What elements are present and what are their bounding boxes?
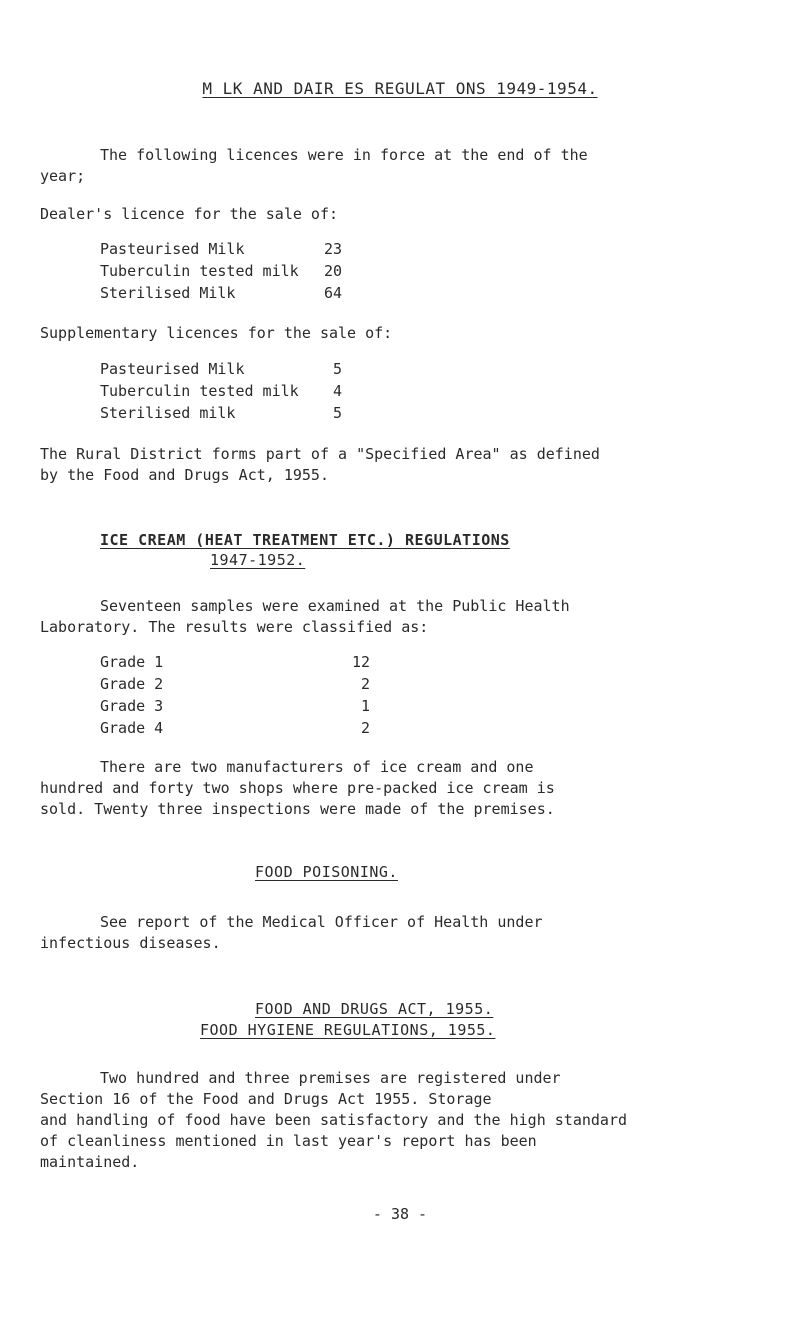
item-value: 5 <box>332 404 342 422</box>
item-label: Tuberculin tested milk <box>100 262 299 280</box>
grade-label: Grade 3 <box>100 697 164 715</box>
item-label: Pasteurised Milk <box>100 360 245 378</box>
ice-cream-heading: ICE CREAM (HEAT TREATMENT ETC.) REGULATIONS <box>100 531 510 549</box>
item-label: Sterilised Milk <box>100 284 236 302</box>
table-row <box>100 651 370 673</box>
ice-cream-samples-line2: Laboratory. The results were classified as: <box>40 618 429 636</box>
ice-cream-grades-table <box>100 651 370 739</box>
table-row <box>100 402 342 424</box>
table-row <box>100 238 342 260</box>
food-poisoning-line1: See report of the Medical Officer of Health under <box>100 913 543 931</box>
item-label: Sterilised milk <box>100 404 236 422</box>
table-row <box>100 282 342 304</box>
food-drugs-line2: Section 16 of the Food and Drugs Act 1955. Storage <box>40 1090 492 1108</box>
ice-cream-para-line3: sold. Twenty three inspections were made of the premises. <box>40 800 555 818</box>
item-value: 20 <box>323 262 342 280</box>
rural-district-line1: The Rural District forms part of a "Specified Area" as defined <box>40 445 600 463</box>
ice-cream-para-line1: There are two manufacturers of ice cream and one <box>100 758 534 776</box>
table-row <box>100 380 342 402</box>
food-drugs-line5: maintained. <box>40 1153 140 1171</box>
food-drugs-line1: Two hundred and three premises are registered under <box>100 1069 561 1087</box>
food-poisoning-heading: FOOD POISONING. <box>255 863 398 881</box>
supplementary-licence-heading: Supplementary licences for the sale of: <box>40 324 393 342</box>
grade-value: 2 <box>360 675 370 693</box>
item-value: 64 <box>323 284 342 302</box>
food-drugs-act-heading: FOOD AND DRUGS ACT, 1955. <box>255 1000 494 1018</box>
ice-cream-para-line2: hundred and forty two shops where pre-packed ice cream is <box>40 779 555 797</box>
licences-intro-line2: year; <box>40 167 86 185</box>
grade-value: 2 <box>360 719 370 737</box>
licences-intro-line1: The following licences were in force at the end of the <box>100 146 588 164</box>
grade-label: Grade 4 <box>100 719 164 737</box>
ice-cream-heading-years: 1947-1952. <box>210 551 306 569</box>
page-number: - 38 - <box>372 1205 428 1223</box>
dealer-licence-table <box>100 238 342 304</box>
food-drugs-line4: of cleanliness mentioned in last year's report has been <box>40 1132 537 1150</box>
table-row <box>100 673 370 695</box>
grade-value: 1 <box>360 697 370 715</box>
grade-label: Grade 1 <box>100 653 164 671</box>
food-hygiene-heading: FOOD HYGIENE REGULATIONS, 1955. <box>200 1021 496 1039</box>
food-drugs-line3: and handling of food have been satisfactory and the high standard <box>40 1111 627 1129</box>
rural-district-line2: by the Food and Drugs Act, 1955. <box>40 466 329 484</box>
food-poisoning-line2: infectious diseases. <box>40 934 221 952</box>
item-value: 4 <box>332 382 342 400</box>
item-value: 23 <box>323 240 342 258</box>
table-row <box>100 695 370 717</box>
dealer-licence-heading: Dealer's licence for the sale of: <box>40 205 339 223</box>
table-row <box>100 358 342 380</box>
item-label: Pasteurised Milk <box>100 240 245 258</box>
supplementary-licence-table <box>100 358 342 424</box>
item-label: Tuberculin tested milk <box>100 382 299 400</box>
page-title: M LK AND DAIR ES REGULAT ONS 1949-1954. <box>202 79 598 98</box>
table-row <box>100 260 342 282</box>
ice-cream-samples-line1: Seventeen samples were examined at the Public Health <box>100 597 570 615</box>
grade-value: 12 <box>351 653 370 671</box>
table-row <box>100 717 370 739</box>
grade-label: Grade 2 <box>100 675 164 693</box>
item-value: 5 <box>332 360 342 378</box>
